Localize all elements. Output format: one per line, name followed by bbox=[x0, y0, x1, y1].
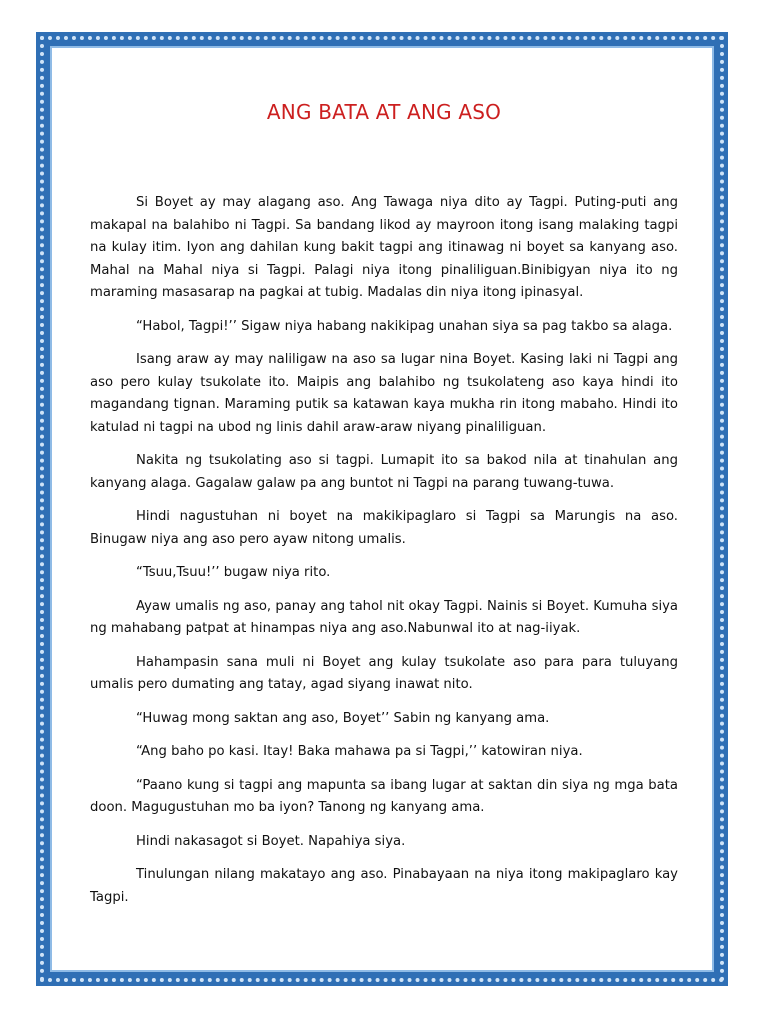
story-title: ANG BATA AT ANG ASO bbox=[266, 100, 502, 124]
paragraph-5: Hindi nagustuhan ni boyet na makikipaglaro si Tagpi sa Marungis na aso. Binugaw niya ang aso pero ayaw nitong umalis. bbox=[90, 509, 678, 547]
paragraph-1: Si Boyet ay may alagang aso. Ang Tawaga niya dito ay Tagpi. Puting-puti ang makapal na balahibo ni Tagpi. Sa bandang likod ay mayroon itong isang malaking tagpi na kulay itim. Iyon ang dahilan kung bakit tagpi ang itinawag ni boyet sa kanyang aso. Mahal na Mahal niya si Tagpi. Palagi niya itong pinaliliguan.Binibigyan niya ito ng maraming masasarap na pagkai at tubig. Madalas din niya itong ipinasyal. bbox=[90, 195, 678, 300]
paragraph-7: Ayaw umalis ng aso, panay ang tahol nit okay Tagpi. Nainis si Boyet. Kumuha siya ng mahabang patpat at hinampas niya ang aso.Nabunwal ito at nag-iiyak. bbox=[90, 598, 678, 636]
paragraph-11: “Paano kung si tagpi ang mapunta sa ibang lugar at saktan din siya ng mga bata doon. Magugustuhan mo ba iyon? Tanong ng kanyang ama. bbox=[90, 777, 678, 815]
story-body bbox=[90, 192, 678, 920]
paragraph-8: Hahampasin sana muli ni Boyet ang kulay tsukolate aso para para tuluyang umalis pero dumating ang tatay, agad siyang inawat nito. bbox=[90, 654, 678, 692]
paragraph-3: Isang araw ay may naliligaw na aso sa lugar nina Boyet. Kasing laki ni Tagpi ang aso pero kulay tsukolate ito. Maipis ang balahibo ng tsukolateng aso kaya hindi ito magandang tignan. Maraming putik sa katawan kaya mukha rin itong mabaho. Hindi ito katulad ni tagpi na ubod ng linis dahil araw-araw niyang pinaliliguan. bbox=[90, 352, 678, 435]
paragraph-2: “Habol, Tagpi!’’ Sigaw niya habang nakikipag unahan siya sa pag takbo sa alaga. bbox=[136, 318, 673, 334]
paragraph-13: Tinulungan nilang makatayo ang aso. Pinabayaan na niya itong makipaglaro kay Tagpi. bbox=[90, 867, 678, 905]
paragraph-6: “Tsuu,Tsuu!’’ bugaw niya rito. bbox=[136, 565, 331, 580]
paragraph-9: “Huwag mong saktan ang aso, Boyet’’ Sabin ng kanyang ama. bbox=[136, 710, 550, 726]
paragraph-12: Hindi nakasagot si Boyet. Napahiya siya. bbox=[136, 833, 406, 849]
paragraph-4: Nakita ng tsukolating aso si tagpi. Lumapit ito sa bakod nila at tinahulan ang kanyang alaga. Gagalaw galaw pa ang buntot ni Tagpi na parang tuwang-tuwa. bbox=[90, 453, 678, 491]
paragraph-10: “Ang baho po kasi. Itay! Baka mahawa pa si Tagpi,’’ katowiran niya. bbox=[136, 744, 583, 759]
